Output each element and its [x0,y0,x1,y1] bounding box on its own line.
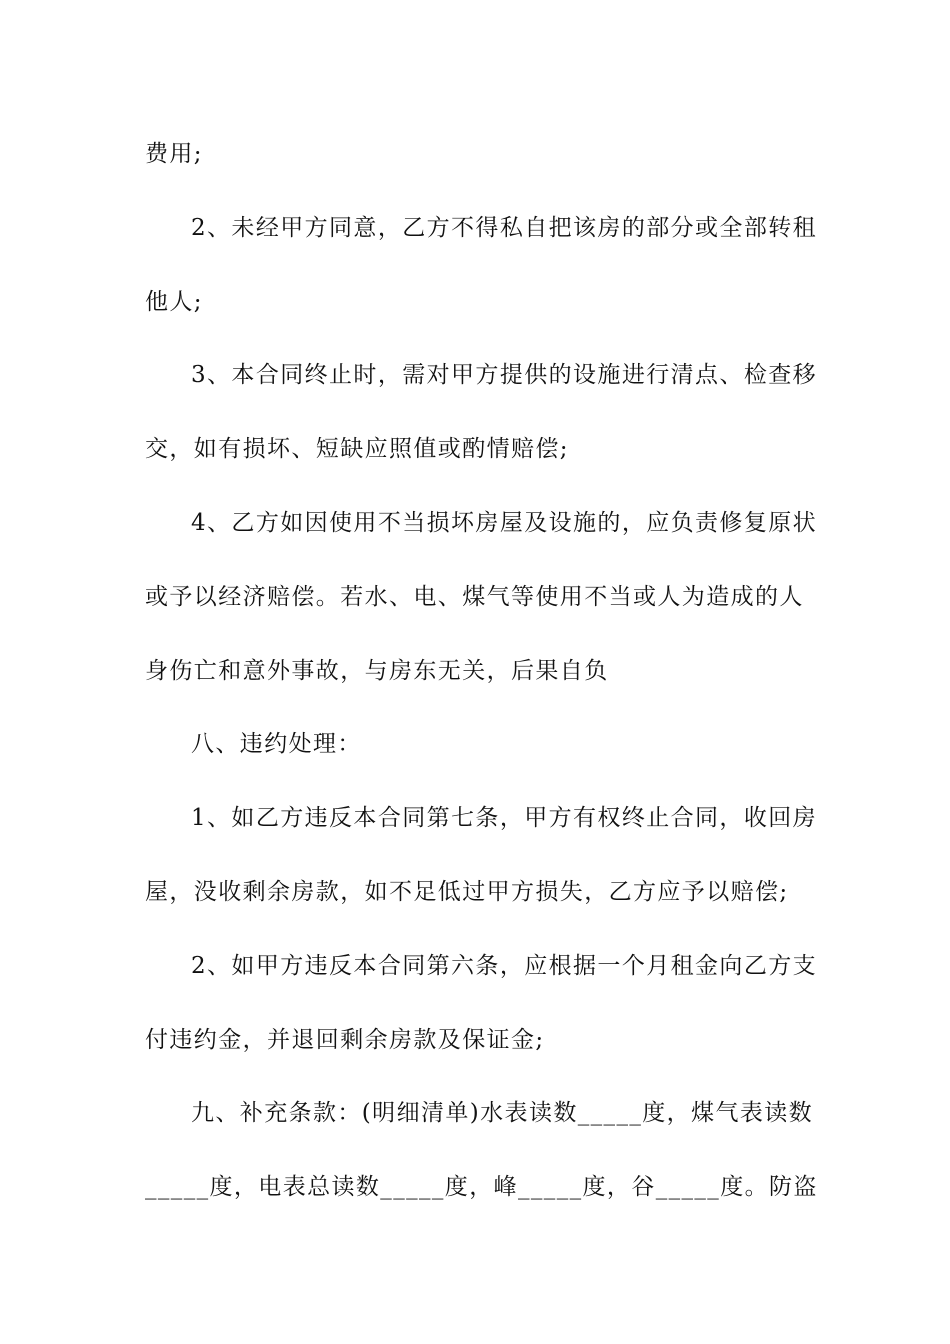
text-line: 屋，没收剩余房款，如不足低过甲方损失，乙方应予以赔偿; [145,878,789,905]
text-line: 2、未经甲方同意，乙方不得私自把该房的部分或全部转租 [191,214,818,241]
document-body [145,118,825,1225]
section-heading: 八、违约处理： [191,731,362,758]
text-line: 付违约金，并退回剩余房款及保证金; [145,1026,545,1053]
text-line: 身伤亡和意外事故，与房东无关，后果自负 [145,657,609,684]
text-line: 或予以经济赔偿。若水、电、煤气等使用不当或人为造成的人 [145,583,804,610]
text-line: 他人; [145,288,203,315]
text-line: 1、如乙方违反本合同第七条，甲方有权终止合同，收回房 [191,805,818,832]
text-line: 交，如有损坏、短缺应照值或酌情赔偿; [145,436,569,463]
text-line: 4、乙方如因使用不当损坏房屋及设施的，应负责修复原状 [191,509,818,536]
text-line: 九、补充条款：(明细清单)水表读数_____度，煤气表读数 [191,1100,814,1127]
text-line: 2、如甲方违反本合同第六条，应根据一个月租金向乙方支 [191,952,818,979]
text-line: 3、本合同终止时，需对甲方提供的设施进行清点、检查移 [191,362,818,389]
text-line: _____度，电表总读数_____度，峰_____度，谷_____度。防盗 [145,1174,818,1201]
text-line: 费用; [145,141,203,167]
